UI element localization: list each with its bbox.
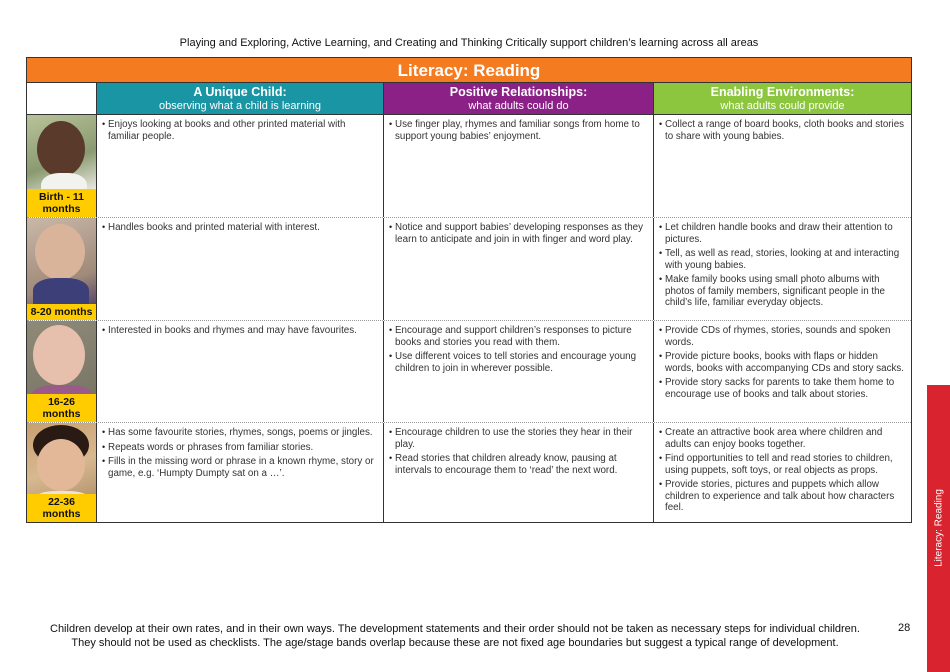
enabling-environments-cell [654, 321, 911, 422]
statement-item: • Find opportunities to tell and read stories to children, using puppets, soft toys, or real objects as props. [659, 453, 905, 476]
positive-relationships-cell [384, 423, 654, 522]
positive-relationships-cell [384, 115, 654, 217]
child-photo [27, 321, 96, 394]
child-photo [27, 115, 96, 189]
header-subtitle: what adults could do [468, 100, 569, 112]
age-band-cell [27, 115, 97, 217]
age-band-label: 16-26 months [42, 396, 81, 420]
header-title: Positive Relationships: [449, 85, 588, 99]
header-title: Enabling Environments: [710, 85, 855, 99]
section-side-tab [927, 385, 950, 672]
age-band-cell [27, 321, 97, 422]
side-tab-label: Literacy: Reading [933, 489, 944, 567]
age-band-label: 8-20 months [30, 306, 93, 318]
statement-item: • Use different voices to tell stories and encourage young children to join in wherever possible. [389, 351, 647, 374]
positive-relationships-cell [384, 321, 654, 422]
table-row [27, 115, 911, 217]
statement-item: • Enjoys looking at books and other printed material with familiar people. [102, 119, 377, 142]
header-unique-child [97, 83, 384, 114]
header-positive-relationships [384, 83, 654, 114]
positive-relationships-cell [384, 218, 654, 320]
footer-line-1: Children develop at their own rates, and in their own ways. The development statements and their order should not be taken as necessary steps for individual children. [50, 623, 860, 635]
header-enabling-environments [654, 83, 911, 114]
unique-child-cell [97, 423, 384, 522]
enabling-environments-cell [654, 115, 911, 217]
header-subtitle: observing what a child is learning [158, 100, 322, 112]
statement-item: • Fills in the missing word or phrase in a known rhyme, story or game, e.g. ‘Humpty Dumpty sat on a …’. [102, 456, 377, 479]
statement-item: • Provide stories, pictures and puppets which allow children to experience and talk about how characters feel. [659, 479, 905, 514]
statement-item: • Use finger play, rhymes and familiar songs from home to support young babies’ enjoyment. [389, 119, 647, 142]
unique-child-cell [97, 115, 384, 217]
table-row [27, 320, 911, 422]
page-caption: Playing and Exploring, Active Learning, and Creating and Thinking Critically support children’s learning across all areas [179, 37, 759, 49]
statement-item: • Make family books using small photo albums with photos of family members, significant people in the child’s life, familiar everyday objects. [659, 274, 905, 309]
child-photo [27, 423, 96, 494]
statement-item: • Tell, as well as read, stories, looking at and interacting with young babies. [659, 248, 905, 271]
statement-item: • Read stories that children already know, pausing at intervals to encourage them to ‘read’ the next word. [389, 453, 647, 476]
unique-child-cell [97, 218, 384, 320]
statement-item: • Handles books and printed material with interest. [102, 222, 377, 234]
statement-item: • Encourage children to use the stories they hear in their play. [389, 427, 647, 450]
age-band-label: 22-36 months [42, 496, 81, 520]
header-title: A Unique Child: [193, 85, 287, 99]
statement-item: • Let children handle books and draw their attention to pictures. [659, 222, 905, 245]
table-title: Literacy: Reading [27, 58, 911, 83]
table-row [27, 217, 911, 320]
age-band-cell [27, 423, 97, 522]
age-band-cell [27, 218, 97, 320]
statement-item: • Has some favourite stories, rhymes, songs, poems or jingles. [102, 427, 377, 439]
statement-item: • Provide story sacks for parents to take them home to encourage use of books and talk about stories. [659, 377, 905, 400]
literacy-reading-table [26, 57, 912, 523]
child-photo [27, 218, 96, 304]
statement-item: • Collect a range of board books, cloth books and stories to share with young babies. [659, 119, 905, 142]
footer-line-2: They should not be used as checklists. The age/stage bands overlap because these are not fixed age boundaries but suggest a typical range of development. [71, 637, 839, 649]
table-row [27, 422, 911, 522]
page-number: 28 [898, 622, 911, 634]
footer-note [0, 622, 910, 650]
statement-item: • Encourage and support children’s responses to picture books and stories you read with them. [389, 325, 647, 348]
statement-item: • Repeats words or phrases from familiar stories. [102, 442, 377, 454]
enabling-environments-cell [654, 218, 911, 320]
statement-item: • Provide picture books, books with flaps or hidden words, books with accompanying CDs and story sacks. [659, 351, 905, 374]
table-header-row [27, 83, 911, 115]
statement-item: • Create an attractive book area where children and adults can enjoy books together. [659, 427, 905, 450]
age-band-label: Birth - 11 months [39, 191, 84, 215]
unique-child-cell [97, 321, 384, 422]
statement-item: • Notice and support babies’ developing responses as they learn to anticipate and join in with finger and word play. [389, 222, 647, 245]
header-subtitle: what adults could provide [720, 100, 845, 112]
statement-item: • Interested in books and rhymes and may have favourites. [102, 325, 377, 337]
enabling-environments-cell [654, 423, 911, 522]
header-blank-cell [27, 83, 97, 114]
statement-item: • Provide CDs of rhymes, stories, sounds and spoken words. [659, 325, 905, 348]
